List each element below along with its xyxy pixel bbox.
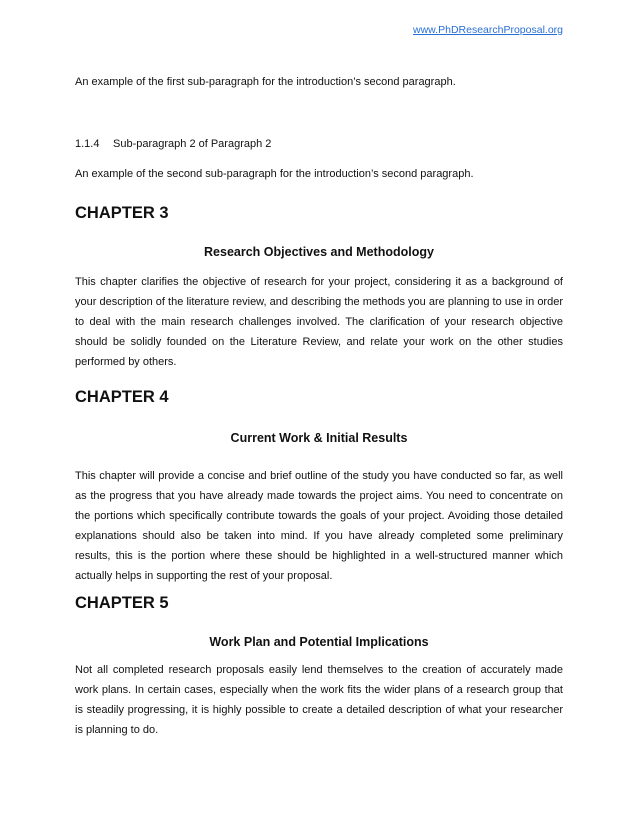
chapter-4: [75, 386, 563, 408]
chapter-3-body: This chapter clarifies the objective of research for your project, considering it as a background of your description of the literature review, and describing the methods you are planning to use in order to deal with the main research challenges involved. The clarification of your research objective should be solidly founded on the Literature Review, and relate your work on the other studies performed by others.: [75, 276, 563, 368]
chapter-4-title-block: [75, 428, 563, 448]
intro-paragraph-2-block: [75, 164, 563, 184]
chapter-5-body-block: [75, 660, 563, 740]
chapter-4-body-block: [75, 466, 563, 586]
chapter-4-body: This chapter will provide a concise and brief outline of the study you have conducted so far, as well as the progress that you have already made towards the project aims. You need to concentrate on the portions which specifically contribute towards the goals of your project. Avoiding those detailed explanations should also be taken into mind. If you have already completed some preliminary results, this is the portion where these should be highlighted in a well-structured manner which actually helps in supporting the rest of your proposal.: [75, 470, 563, 582]
subheading: [75, 134, 563, 154]
subheading-text: Sub-paragraph 2 of Paragraph 2: [113, 138, 272, 150]
chapter-3: [75, 202, 563, 224]
chapter-3-title: Research Objectives and Methodology: [204, 245, 434, 259]
chapter-3-heading: CHAPTER 3: [75, 204, 169, 222]
chapter-3-body-block: [75, 272, 563, 372]
chapter-5-title: Work Plan and Potential Implications: [209, 635, 429, 649]
header-url-link[interactable]: www.PhDResearchProposal.org: [413, 24, 563, 36]
intro-section: [75, 72, 563, 92]
intro-paragraph-2: An example of the second sub-paragraph for the introduction’s second paragraph.: [75, 168, 474, 180]
intro-paragraph-1: An example of the first sub-paragraph for the introduction’s second paragraph.: [75, 76, 456, 88]
chapter-3-title-block: [75, 242, 563, 262]
chapter-5-heading: CHAPTER 5: [75, 594, 169, 612]
chapter-5-title-block: [75, 632, 563, 652]
chapter-5-body: Not all completed research proposals easily lend themselves to the creation of accurately made work plans. In certain cases, especially when the work fits the wider plans of a research group that is steadily progressing, it is highly possible to create a detailed description of what your researcher is planning to do.: [75, 664, 563, 736]
chapter-4-title: Current Work & Initial Results: [230, 431, 408, 445]
subheading-number: 1.1.4: [75, 138, 100, 150]
subheading-block: [75, 134, 563, 154]
chapter-5: [75, 592, 563, 614]
chapter-4-heading: CHAPTER 4: [75, 388, 169, 406]
